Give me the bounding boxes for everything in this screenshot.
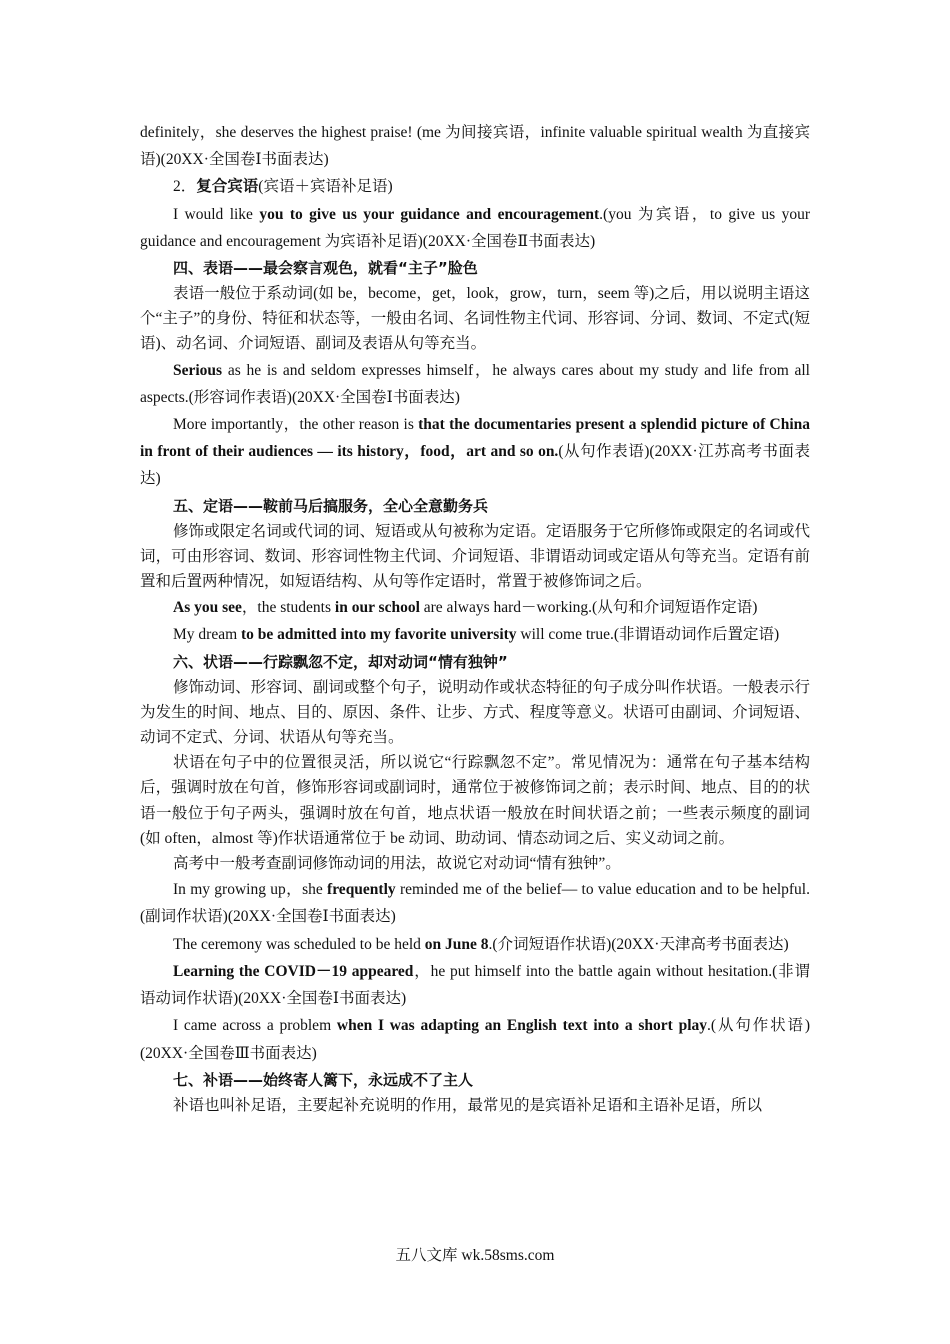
- paragraph: [140, 876, 810, 930]
- text-run: 四、表语——最会察言观色，就看“主子”脸色: [173, 259, 478, 278]
- paragraph: [140, 519, 810, 595]
- text-run: 修饰动词、形容词、副词或整个句子，说明动作或状态特征的句子成分叫作状语。一般表示行为发生的时间、地点、目的、原因、条件、让步、方式、程度等意义。状语可由副词、介词短语、动词不定式、分词、状语从句等充当。: [140, 678, 810, 747]
- paragraph: [140, 201, 810, 255]
- paragraph: [140, 411, 810, 493]
- section-heading: [140, 1067, 810, 1093]
- paragraph: [140, 357, 810, 411]
- text-run: More importantly，the other reason is: [173, 416, 419, 434]
- document-body: [140, 119, 810, 1118]
- text-run: 高考中一般考查副词修饰动词的用法，故说它对动词“情有独钟”。: [173, 855, 621, 873]
- text-run: ，he put himself into the battle again without hesitation.(非谓语动词作状语)(20XX·全国卷Ⅰ书面表达): [140, 962, 811, 1008]
- page-footer: 五八文库 wk.58sms.com: [395, 1247, 555, 1264]
- bold-text: to be admitted into my favorite university: [241, 626, 517, 644]
- paragraph: [140, 119, 810, 173]
- text-run: will come true.(非谓语动词作后置定语): [516, 626, 780, 644]
- paragraph: [140, 851, 810, 876]
- text-run: definitely，she deserves the highest praise! (me 为间接宾语，infinite valuable spiritual wealth 为直接宾语)(20XX·全国卷Ⅰ书面表达): [140, 124, 810, 169]
- bold-text: on June 8: [424, 935, 489, 953]
- text-run: 2．: [173, 178, 197, 196]
- text-run: 五、定语——鞍前马后搞服务，全心全意勤务兵: [173, 496, 489, 515]
- bold-text: 复合宾语: [196, 178, 259, 196]
- text-run: 修饰或限定名词或代词的词、短语或从句被称为定语。定语服务于它所修饰或限定的名词或代词，可由形容词、数词、形容词性物主代词、介词短语、非谓语动词或定语从句等充当。定语有前置和后置两种情况，如短语结构、从句等作定语时，常置于被修饰词之后。: [140, 522, 810, 591]
- text-run: reminded me of the belief— to value education and to be helpful.(副词作状语)(20XX·全国卷Ⅰ书面表达): [140, 881, 810, 926]
- bold-text: Serious: [173, 361, 223, 379]
- text-run: 六、状语——行踪飘忽不定，却对动词“情有独钟”: [173, 652, 508, 671]
- paragraph: [140, 750, 810, 851]
- text-run: .(介词短语作状语)(20XX·天津高考书面表达): [488, 935, 789, 953]
- paragraph: [140, 675, 810, 751]
- text-run: .(you 为宾语，to give us your guidance and encouragement 为宾语补足语)(20XX·全国卷Ⅱ书面表达): [140, 205, 810, 250]
- paragraph: [140, 1093, 810, 1118]
- bold-text: that the documentaries present a splendid picture of China in front of their audiences — its history，food，art and so on.: [140, 416, 810, 461]
- bold-text: As you see: [173, 599, 242, 617]
- section-heading: [140, 255, 810, 281]
- text-run: (宾语＋宾语补足语): [258, 178, 393, 196]
- text-run: ，the students: [241, 599, 335, 617]
- bold-text: in our school: [334, 599, 420, 617]
- text-run: 补语也叫补足语，主要起补充说明的作用，最常见的是宾语补足语和主语补足语，所以: [173, 1096, 763, 1114]
- paragraph: [140, 173, 810, 200]
- text-run: In my growing up，she: [173, 881, 328, 899]
- section-heading: [140, 649, 810, 675]
- text-run: 状语在句子中的位置很灵活，所以说它“行踪飘忽不定”。常见情况为：通常在句子基本结构后，强调时放在句首，修饰形容词或副词时，通常位于被修饰词之前；表示时间、地点、目的的状语一般位于句子两头，强调时放在句首，地点状语一般放在时间状语之前；一些表示频度的副词(如 often，almost 等)作状语通常位于 be 动词、助动词、情态动词之后、实义动词之前。: [140, 754, 810, 847]
- text-run: 表语一般位于系动词(如 be，become，get，look，grow，turn，seem 等)之后，用以说明主语这个“主子”的身份、特征和状态等，一般由名词、名词性物主代词、形容词、分词、数词、不定式(短语)、动名词、介词短语、副词及表语从句等充当。: [140, 285, 810, 353]
- text-run: (从句作表语)(20XX·江苏高考书面表达): [140, 443, 810, 488]
- text-run: I would like: [173, 205, 260, 223]
- text-run: My dream: [173, 626, 242, 644]
- paragraph: [140, 958, 810, 1012]
- text-run: The ceremony was scheduled to be held: [173, 935, 425, 953]
- paragraph: [140, 621, 810, 648]
- bold-text: Learning the COVID－19 appeared: [173, 962, 414, 980]
- paragraph: [140, 1012, 810, 1066]
- bold-text: frequently: [327, 881, 396, 899]
- bold-text: you to give us your guidance and encouragement: [259, 205, 600, 223]
- paragraph: [140, 931, 810, 958]
- text-run: are always hard－working.(从句和介词短语作定语): [419, 599, 758, 617]
- paragraph: [140, 281, 810, 357]
- text-run: as he is and seldom expresses himself，he always cares about my study and life from all aspects.(形容词作表语)(20XX·全国卷Ⅰ书面表达): [140, 361, 810, 406]
- bold-text: when I was adapting an English text into a short play: [336, 1017, 708, 1035]
- paragraph: [140, 594, 810, 621]
- text-run: 七、补语——始终寄人篱下，永远成不了主人: [173, 1070, 474, 1089]
- section-heading: [140, 493, 810, 519]
- text-run: .(从句作状语)(20XX·全国卷Ⅲ书面表达): [140, 1017, 810, 1062]
- text-run: I came across a problem: [173, 1017, 337, 1035]
